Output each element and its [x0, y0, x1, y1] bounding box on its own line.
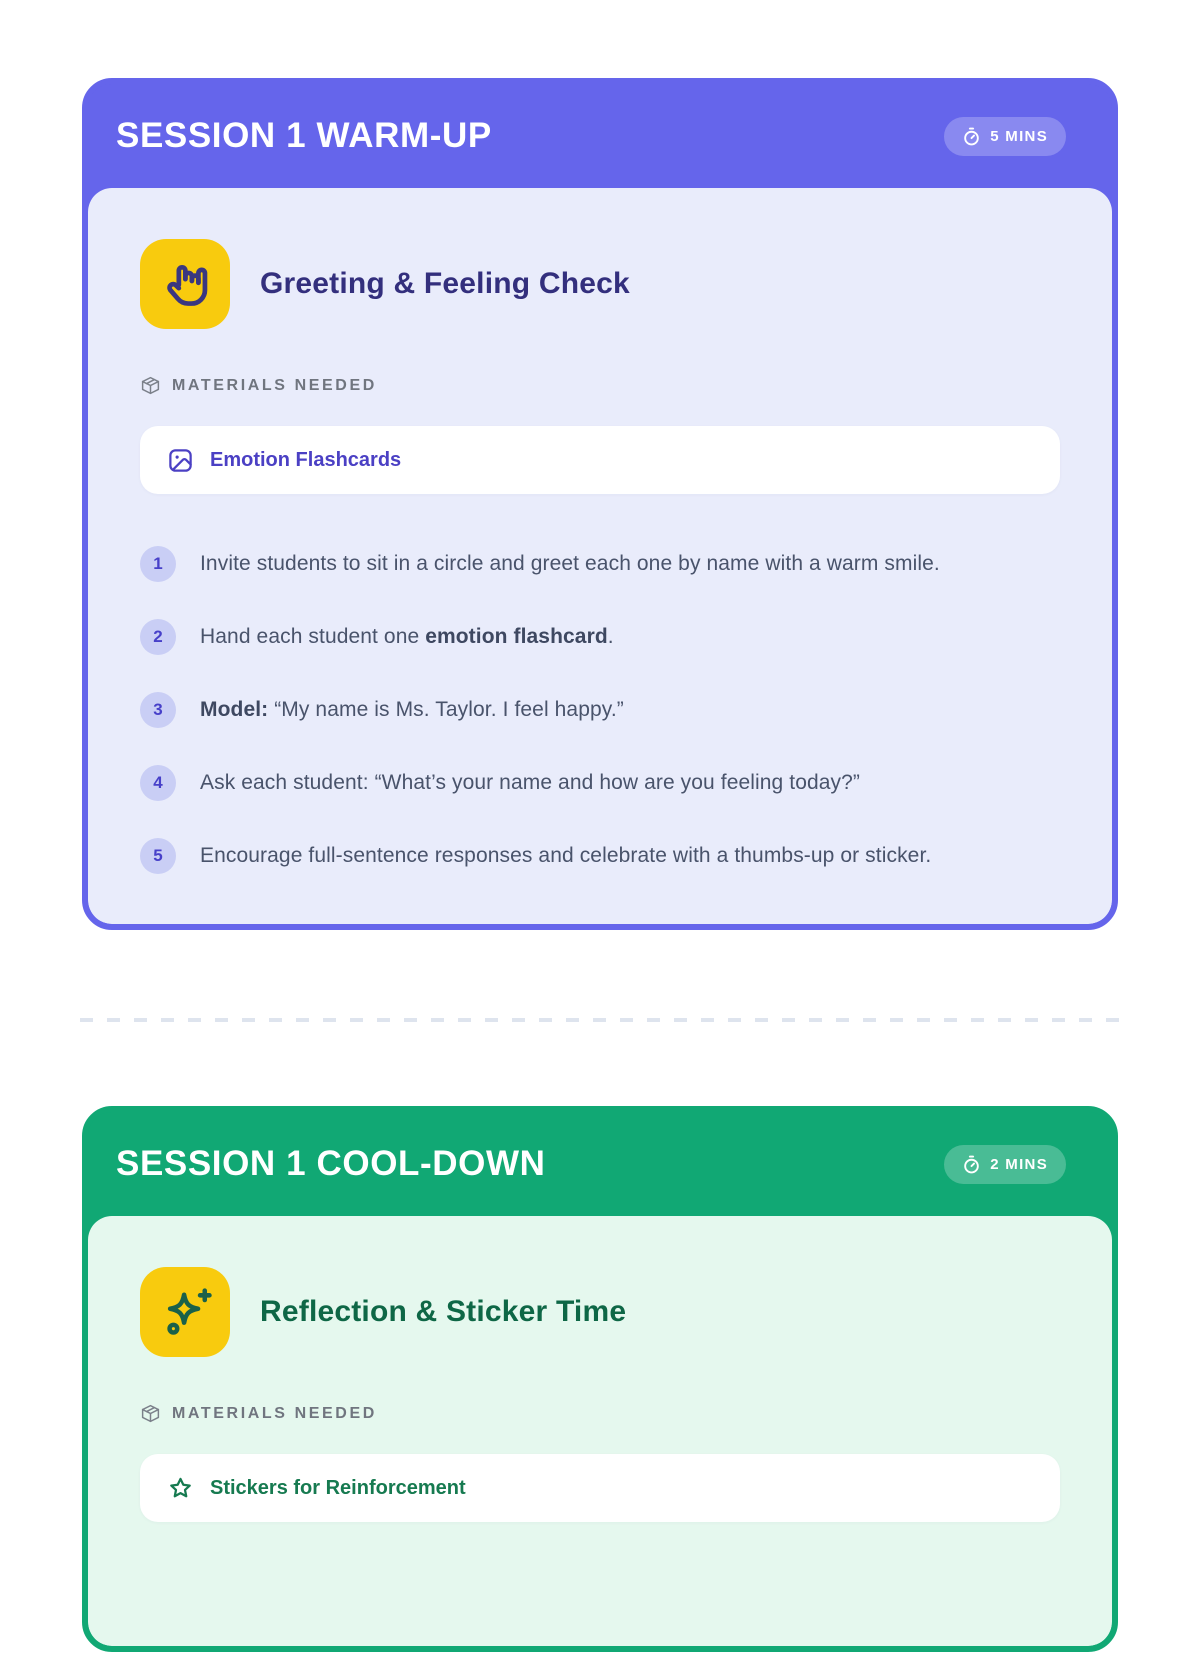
love-you-hand-icon [140, 239, 230, 329]
package-icon [140, 375, 161, 396]
stopwatch-icon [962, 127, 981, 146]
material-label: Stickers for Reinforcement [210, 1476, 466, 1499]
card-title: SESSION 1 WARM-UP [116, 116, 492, 155]
activity-title: Greeting & Feeling Check [260, 267, 630, 300]
step-number-badge: 2 [140, 619, 176, 655]
image-icon [167, 447, 194, 474]
step-text: Model: “My name is Ms. Taylor. I feel happy.” [200, 698, 624, 721]
activity-row [140, 239, 1060, 329]
warmup-card-header [88, 84, 1112, 188]
steps-list [140, 544, 1060, 876]
card-title: SESSION 1 COOL-DOWN [116, 1144, 546, 1183]
materials-needed-text: MATERIALS NEEDED [172, 376, 377, 394]
material-item [140, 426, 1060, 494]
step-item [140, 836, 1060, 876]
material-item [140, 1454, 1060, 1522]
sparkle-icon [140, 1267, 230, 1357]
step-number-badge: 1 [140, 546, 176, 582]
activity-title: Reflection & Sticker Time [260, 1295, 627, 1328]
lesson-plan-page [0, 78, 1200, 1678]
step-item [140, 544, 1060, 584]
step-item [140, 690, 1060, 730]
cooldown-card-header [88, 1112, 1112, 1216]
step-number-badge: 4 [140, 765, 176, 801]
duration-label: 5 MINS [990, 127, 1048, 145]
step-item [140, 763, 1060, 803]
duration-label: 2 MINS [990, 1155, 1048, 1173]
activity-row [140, 1267, 1060, 1357]
star-icon [167, 1475, 194, 1502]
step-text: Hand each student one emotion flashcard. [200, 625, 614, 648]
step-text: Encourage full-sentence responses and celebrate with a thumbs-up or sticker. [200, 844, 932, 867]
warmup-card [82, 78, 1118, 930]
warmup-card-body [88, 188, 1112, 924]
duration-badge [944, 1145, 1066, 1184]
dashed-divider [80, 1018, 1120, 1022]
step-item [140, 617, 1060, 657]
step-text: Invite students to sit in a circle and greet each one by name with a warm smile. [200, 552, 940, 575]
step-text: Ask each student: “What’s your name and how are you feeling today?” [200, 771, 861, 794]
stopwatch-icon [962, 1155, 981, 1174]
cooldown-card-body [88, 1216, 1112, 1646]
duration-badge [944, 117, 1066, 156]
materials-needed-label [140, 375, 1060, 396]
materials-needed-label [140, 1403, 1060, 1424]
cooldown-card [82, 1106, 1118, 1652]
materials-needed-text: MATERIALS NEEDED [172, 1404, 377, 1422]
step-number-badge: 5 [140, 838, 176, 874]
material-label: Emotion Flashcards [210, 448, 402, 471]
package-icon [140, 1403, 161, 1424]
step-number-badge: 3 [140, 692, 176, 728]
